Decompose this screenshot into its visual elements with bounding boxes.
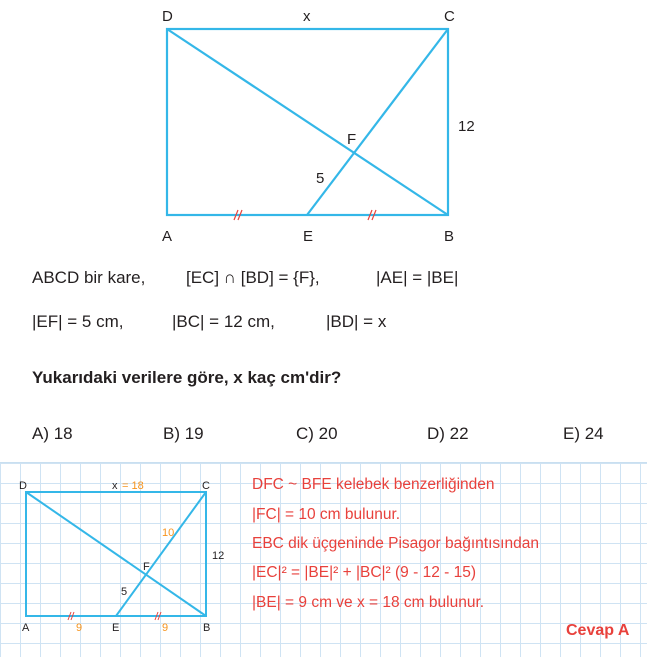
sol-vertex-b-label: B: [203, 622, 211, 634]
vertex-f-label: F: [347, 131, 357, 148]
choice-c[interactable]: C) 20: [296, 424, 338, 443]
solution-line-5: |BE| = 9 cm ve x = 18 cm bulunur.: [252, 594, 485, 611]
sol-top-value-label: = 18: [122, 480, 144, 492]
sol-eb-length-label: 9: [162, 622, 169, 634]
sol-vertex-a-label: A: [22, 622, 30, 634]
answer-label: Cevap A: [566, 622, 630, 639]
sol-right-side-label: 12: [212, 550, 225, 562]
sol-ae-length-label: 9: [76, 622, 83, 634]
statement-line1-part1: [EC] ∩ [BD] = {F},: [186, 268, 320, 287]
segment-ec: [307, 29, 448, 215]
statement-line1-prefix: ABCD bir kare,: [32, 268, 146, 287]
diagonal-bd: [167, 29, 448, 215]
solution-line-3: EBC dik üçgeninde Pisagor bağıntısından: [252, 535, 539, 552]
vertex-a-label: A: [162, 228, 173, 245]
choice-a[interactable]: A) 18: [32, 424, 73, 443]
solution-diagonal-bd: [26, 492, 206, 616]
sol-fc-length-label: 10: [162, 527, 175, 539]
solution-line-1: DFC ~ BFE kelebek benzerliğinden: [252, 476, 495, 493]
statement-line2-part1: |EF| = 5 cm,: [32, 312, 124, 331]
statement-line2-part2: |BC| = 12 cm,: [172, 312, 275, 331]
sol-vertex-e-label: E: [112, 622, 120, 634]
choice-e[interactable]: E) 24: [563, 424, 604, 443]
solution-line-4: |EC|² = |BE|² + |BC|² (9 - 12 - 15): [252, 564, 476, 581]
main-figure: [0, 0, 647, 250]
choice-b[interactable]: B) 19: [163, 424, 204, 443]
sol-top-x-label: x: [112, 480, 118, 492]
vertex-e-label: E: [303, 228, 314, 245]
vertex-d-label: D: [162, 8, 173, 25]
choice-d[interactable]: D) 22: [427, 424, 469, 443]
right-side-label: 12: [458, 118, 475, 135]
sol-ef-length-label: 5: [121, 586, 128, 598]
question-text: Yukarıdaki verilere göre, x kaç cm'dir?: [32, 368, 342, 387]
sol-vertex-c-label: C: [202, 480, 210, 492]
solution-line-2: |FC| = 10 cm bulunur.: [252, 506, 401, 523]
vertex-b-label: B: [444, 228, 455, 245]
statement-line2-part3: |BD| = x: [326, 312, 387, 331]
top-side-label: x: [303, 8, 311, 25]
vertex-c-label: C: [444, 8, 455, 25]
sol-vertex-d-label: D: [19, 480, 27, 492]
ef-length-label: 5: [316, 170, 325, 187]
statement-line1-part2: |AE| = |BE|: [376, 268, 459, 287]
sol-vertex-f-label: F: [143, 561, 150, 573]
solution-segment-ec: [116, 492, 206, 616]
